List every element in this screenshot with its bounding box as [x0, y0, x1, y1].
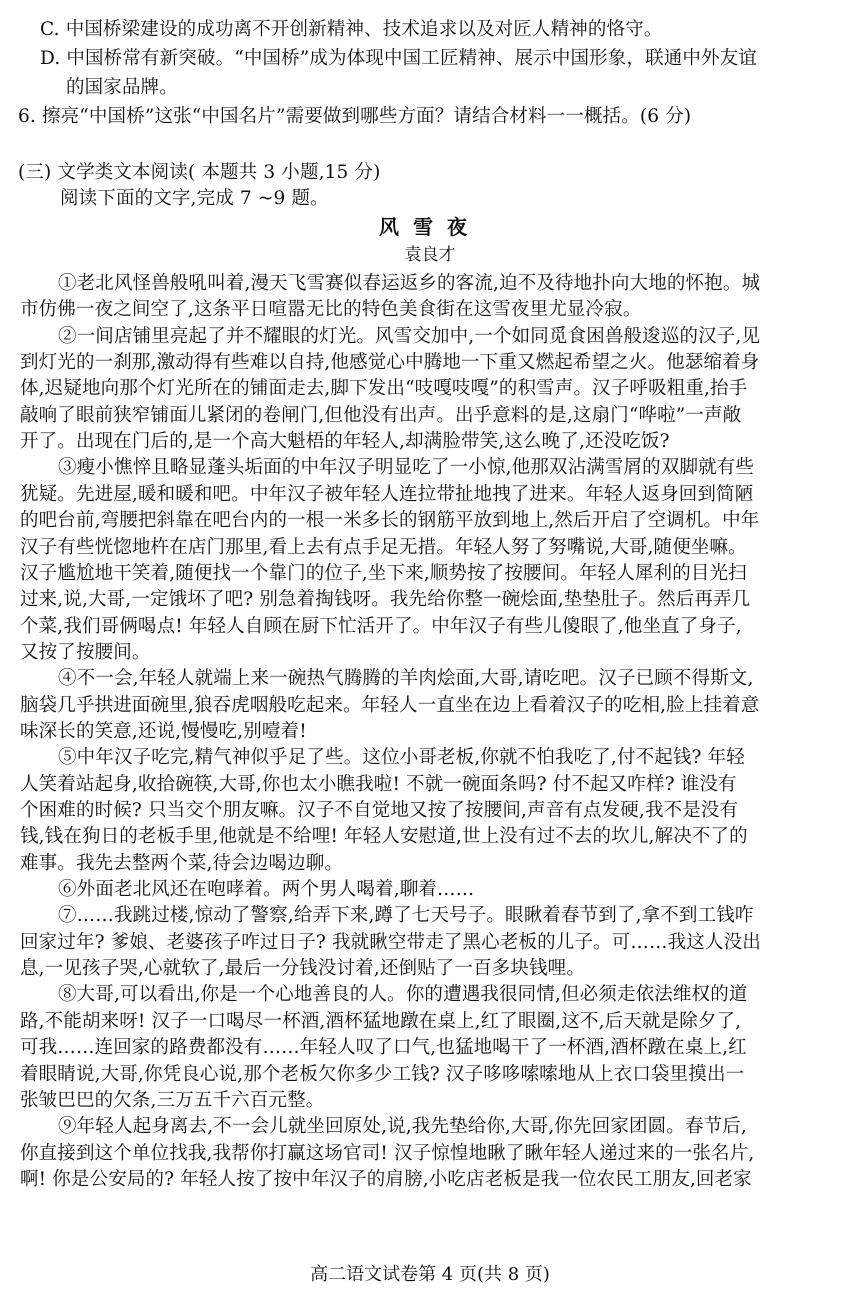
story-line: 市仿佛一夜之间空了,这条平日喧嚣无比的特色美食街在这雪夜里尤显冷寂。 [20, 299, 642, 320]
story-line: 你直接到这个单位找我,我帮你打赢这场官司! 汉子惊惶地瞅了瞅年轻人递过来的一张名片, [20, 1143, 755, 1164]
story-line: 汉子尴尬地干笑着,随便找一个靠门的位子,坐下来,顺势按了按腰间。年轻人犀利的目光扫 [20, 563, 747, 584]
story-line: 脑袋几乎拱进面碗里,狼吞虎咽般吃起来。年轻人一直坐在边上看着汉子的吃相,脸上挂着意 [20, 695, 760, 716]
story-line: ③瘦小憔悴且略显蓬头垢面的中年汉子明显吃了一小惊,他那双沾满雪屑的双脚就有些 [58, 457, 755, 478]
option-d-line1: D. 中国桥常有新突破。“中国桥”成为体现中国工匠精神、展示中国形象，联通中外友谊 [40, 48, 758, 69]
story-line: 回家过年? 爹娘、老婆孩子咋过日子? 我就瞅空带走了黑心老板的儿子。可……我这人没出 [20, 932, 761, 953]
story-line: 敲响了眼前狭窄铺面儿紧闭的卷闸门,但他没有出声。出乎意料的是,这扇门“哗啦”一声敞 [20, 405, 742, 426]
story-line: 人笑着站起身,收拾碗筷,大哥,你也太小瞧我啦! 不就一碗面条吗? 付不起又咋样? 谁没有 [20, 774, 737, 795]
story-line: 张皱巴巴的欠条,三万五千六百元整。 [20, 1090, 325, 1111]
page-footer: 高二语文试卷第 4 页(共 8 页) [310, 1264, 550, 1285]
story-line: 的吧台前,弯腰把斜靠在吧台内的一根一米多长的钢筋平放到地上,然后开启了空调机。中年 [20, 510, 760, 531]
story-line: 过来,说,大哥,一定饿坏了吧? 别急着掏钱呀。我先给你整一碗烩面,垫垫肚子。然后再弄几 [20, 589, 751, 610]
option-d-line2: 的国家品牌。 [66, 77, 178, 98]
question-6: 6. 擦亮“中国桥”这张“中国名片”需要做到哪些方面？请结合材料一一概括。(6 分) [18, 106, 692, 127]
story-line: 着眼睛说,大哥,你凭良心说,那个老板欠你多少工钱? 汉子哆哆嗦嗦地从上衣口袋里摸出一 [20, 1064, 745, 1085]
story-line: 钱,钱在狗日的老板手里,他就是不给哩! 年轻人安慰道,世上没有过不去的坎儿,解决不了的 [20, 826, 748, 847]
story-title: 风雪夜 [379, 215, 481, 239]
story-line: 犹疑。先进屋,暖和暖和吧。中年汉子被年轻人连拉带扯地拽了进来。年轻人返身回到简陋 [20, 484, 754, 505]
story-line: 个困难的时候? 只当交个朋友嘛。汉子不自觉地又按了按腰间,声音有点发硬,我不是没有 [20, 800, 739, 821]
option-c: C. 中国桥梁建设的成功离不开创新精神、技术追求以及对匠人精神的恪守。 [40, 19, 663, 40]
story-line: 又按了按腰间。 [20, 642, 151, 663]
story-line: 体,迟疑地向那个灯光所在的铺面走去,脚下发出“吱嘎吱嘎”的积雪声。汉子呼吸粗重,抬手 [20, 378, 748, 399]
story-line: ⑦……我跳过楼,惊动了警察,给弄下来,蹲了七天号子。眼瞅着春节到了,拿不到工钱咋 [58, 905, 754, 926]
story-line: 开了。出现在门后的,是一个高大魁梧的年轻人,却满脸带笑,这么晚了,还没吃饭? [20, 431, 670, 452]
story-line: ⑧大哥,可以看出,你是一个心地善良的人。你的遭遇我很同情,但必须走依法维权的道 [58, 984, 748, 1005]
story-line: 啊! 你是公安局的? 年轻人按了按中年汉子的肩膀,小吃店老板是我一位农民工朋友,回老家 [20, 1169, 752, 1190]
story-line: 路,不能胡来呀! 汉子一口喝尽一杯酒,酒杯猛地蹾在桌上,红了眼圈,这不,后天就是除夕了, [20, 1011, 742, 1032]
story-line: ⑥外面老北风还在咆哮着。两个男人喝着,聊着…… [58, 879, 475, 900]
story-line: ①老北风怪兽般吼叫着,漫天飞雪赛似春运返乡的客流,迫不及待地扑向大地的怀抱。城 [58, 273, 761, 294]
story-line: 味深长的笑意,还说,慢慢吃,别噎着! [20, 721, 307, 742]
story-line: ②一间店铺里亮起了并不耀眼的灯光。风雪交加中,一个如同觅食困兽般逡巡的汉子,见 [58, 326, 761, 347]
story-line: 可我……连回家的路费都没有……年轻人叹了口气,也猛地喝干了一杯酒,酒杯蹾在桌上,红 [20, 1037, 747, 1058]
story-line: 难事。我先去整两个菜,待会边喝边聊。 [20, 853, 344, 874]
story-line: ④不一会,年轻人就端上来一碗热气腾腾的羊肉烩面,大哥,请吃吧。汉子已顾不得斯文, [58, 668, 754, 689]
story-line: 到灯光的一刹那,激动得有些难以自持,他感觉心中腾地一下重又燃起希望之火。他瑟缩着身 [20, 352, 760, 373]
story-line: 个菜,我们哥俩喝点! 年轻人自顾在厨下忙活开了。中年汉子有些儿傻眼了,他坐直了身子, [20, 616, 742, 637]
story-author: 袁良才 [404, 245, 456, 265]
section-heading: (三) 文学类文本阅读( 本题共 3 小题,15 分) [18, 162, 381, 183]
section-instruction: 阅读下面的文字,完成 7 ~9 题。 [60, 188, 329, 209]
story-line: 息,一见孩子哭,心就软了,最后一分钱没讨着,还倒贴了一百多块钱哩。 [20, 958, 585, 979]
story-line: 汉子有些恍惚地杵在店门那里,看上去有点手足无措。年轻人努了努嘴说,大哥,随便坐嘛。 [20, 537, 747, 558]
story-line: ⑤中年汉子吃完,精气神似乎足了些。这位小哥老板,你就不怕我吃了,付不起钱? 年轻 [58, 747, 745, 768]
story-line: ⑨年轻人起身离去,不一会儿就坐回原处,说,我先垫给你,大哥,你先回家团圆。春节后, [58, 1116, 747, 1137]
